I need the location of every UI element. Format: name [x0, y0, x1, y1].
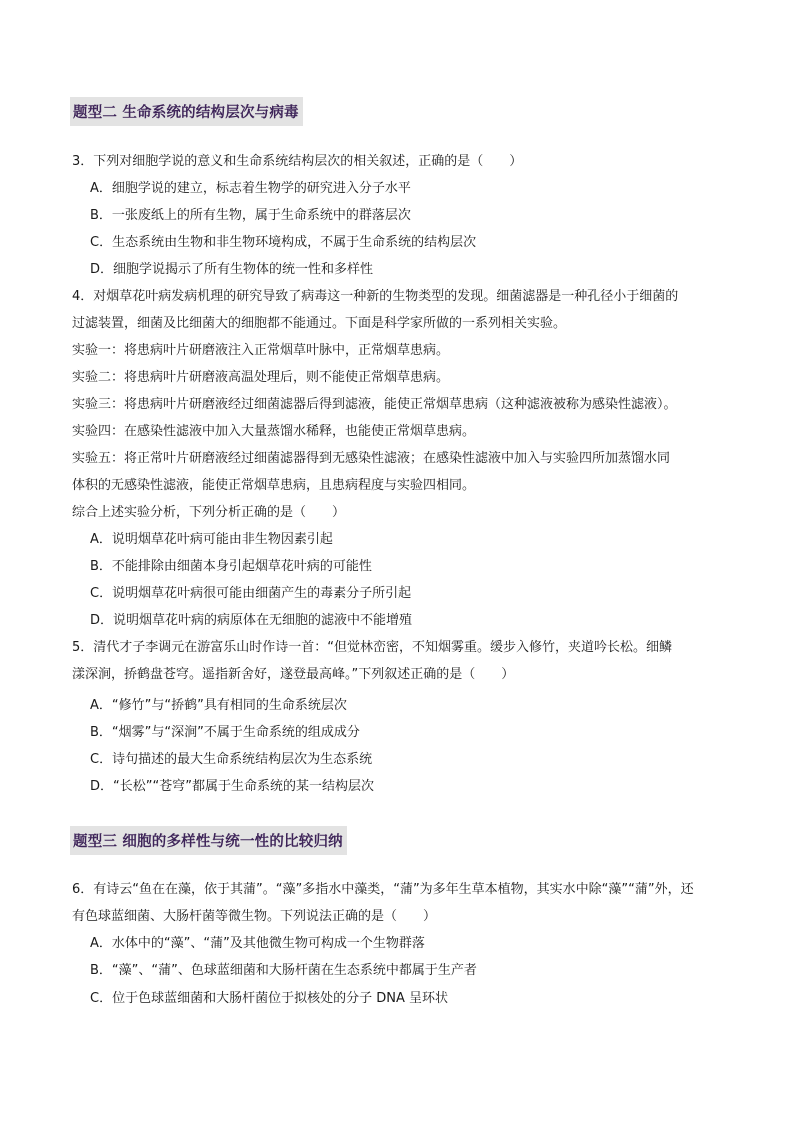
q3-option-c: C．生态系统由生物和非生物环境构成，不属于生命系统的结构层次 — [90, 235, 477, 250]
q4-experiment-2: 实验二：将患病叶片研磨液高温处理后，则不能使正常烟草患病。 — [72, 370, 450, 385]
q4-stem-line2: 过滤装置，细菌及比细菌大的细胞都不能通过。下面是科学家所做的一系列相关实验。 — [72, 316, 567, 331]
q5-option-a: A．“修竹”与“挢鹤”具有相同的生命系统层次 — [90, 698, 347, 713]
q4-stem-line1: 4．对烟草花叶病发病机理的研究导致了病毒这一种新的生物类型的发现。细菌滤器是一种孔径小于细菌的 — [72, 289, 679, 304]
q4-experiment-4: 实验四：在感染性滤液中加入大量蒸馏水稀释，也能使正常烟草患病。 — [72, 424, 476, 439]
q4-ask: 综合上述实验分析，下列分析正确的是（ ） — [72, 505, 346, 520]
q4-experiment-5-line2: 体积的无感染性滤液，能使正常烟草患病，且患病程度与实验四相同。 — [72, 478, 476, 493]
q3-option-b: B．一张废纸上的所有生物，属于生命系统中的群落层次 — [90, 208, 411, 223]
section-title-type2: 题型二 生命系统的结构层次与病毒 — [70, 97, 303, 126]
q4-option-c: C．说明烟草花叶病很可能由细菌产生的毒素分子所引起 — [90, 586, 412, 601]
q6-option-c: C．位于色球蓝细菌和大肠杆菌位于拟核处的分子 DNA 呈环状 — [90, 991, 448, 1006]
q5-option-d: D．“长松”“苍穹”都属于生命系统的某一结构层次 — [90, 779, 374, 794]
q4-option-d: D．说明烟草花叶病的病原体在无细胞的滤液中不能增殖 — [90, 613, 413, 628]
q4-experiment-1: 实验一：将患病叶片研磨液注入正常烟草叶脉中，正常烟草患病。 — [72, 343, 450, 358]
q6-stem-line1: 6．有诗云“鱼在在藻，依于其蒲”。“藻”多指水中藻类，“蒲”为多年生草本植物，其实水中除“藻”“蒲”外，还 — [72, 882, 694, 897]
q4-experiment-5-line1: 实验五：将正常叶片研磨液经过细菌滤器得到无感染性滤液；在感染性滤液中加入与实验四所加蒸馏水同 — [72, 451, 671, 466]
q4-option-b: B．不能排除由细菌本身引起烟草花叶病的可能性 — [90, 559, 372, 574]
q5-option-b: B．“烟雾”与“深涧”不属于生命系统的组成成分 — [90, 725, 360, 740]
q3-option-a: A．细胞学说的建立，标志着生物学的研究进入分子水平 — [90, 181, 411, 196]
q6-stem-line2: 有色球蓝细菌、大肠杆菌等微生物。下列说法正确的是（ ） — [72, 909, 437, 924]
section-title-type3: 题型三 细胞的多样性与统一性的比较归纳 — [70, 826, 347, 855]
q5-stem-line2: 漾深涧，挢鹤盘苍穹。遥指新舍好，遂登最高峰。”下列叙述正确的是（ ） — [72, 667, 515, 682]
q6-option-b: B．“藻”、“蒲”、色球蓝细菌和大肠杆菌在生态系统中都属于生产者 — [90, 963, 477, 978]
q3-stem: 3．下列对细胞学说的意义和生命系统结构层次的相关叙述，正确的是（ ） — [72, 154, 523, 169]
q3-option-d: D．细胞学说揭示了所有生物体的统一性和多样性 — [90, 262, 374, 277]
q4-option-a: A．说明烟草花叶病可能由非生物因素引起 — [90, 532, 333, 547]
q5-option-c: C．诗句描述的最大生命系统结构层次为生态系统 — [90, 752, 373, 767]
q6-option-a: A．水体中的“藻”、“蒲”及其他微生物可构成一个生物群落 — [90, 936, 425, 951]
q4-experiment-3: 实验三：将患病叶片研磨液经过细菌滤器后得到滤液，能使正常烟草患病（这种滤液被称为感染性滤液）。 — [72, 397, 677, 412]
q5-stem-line1: 5．清代才子李调元在游富乐山时作诗一首：“但觉林峦密，不知烟雾重。缓步入修竹，夹道吟长松。细鳞 — [72, 640, 673, 655]
